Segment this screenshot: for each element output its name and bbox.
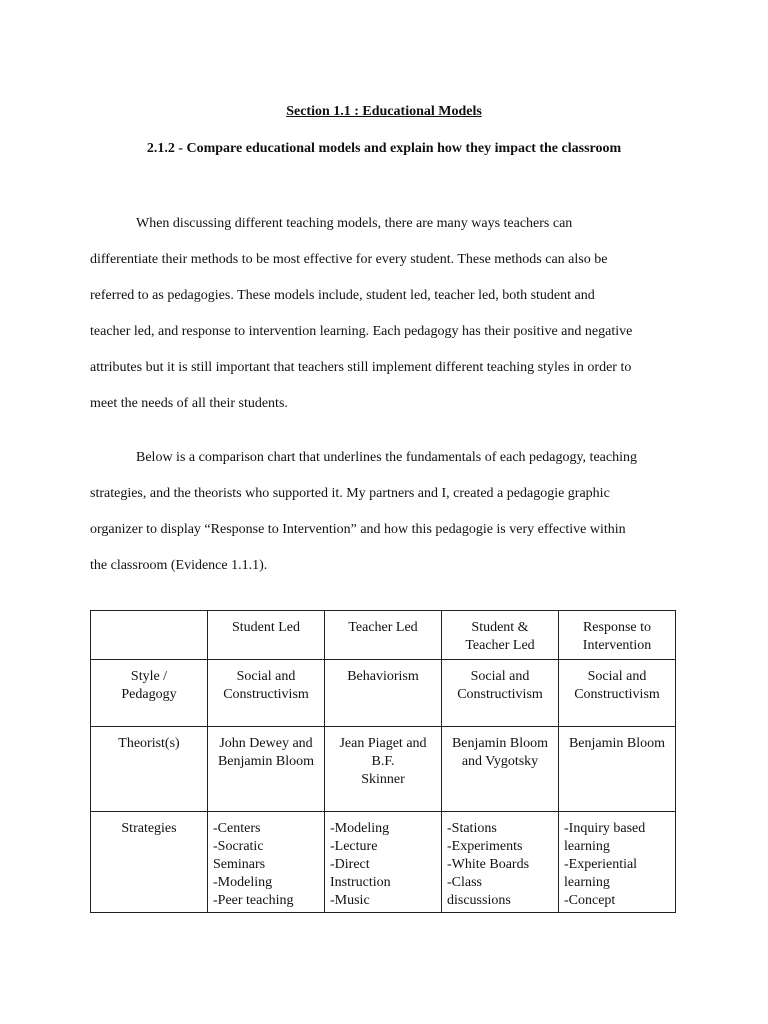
table-cell [208,812,325,913]
cell-text-line: Social and [236,669,296,684]
cell-text-line: Constructivism [574,687,660,702]
table-row [91,660,676,727]
subsection-title: 2.1.2 - Compare educational models and explain how they impact the classroom [146,141,622,156]
paragraph-line: strategies, and the theorists who supported it. My partners and I, created a pedagogie graphic [90,486,610,501]
section-title: Section 1.1 : Educational Models [286,104,482,119]
cell-text-line: Teacher Led [348,620,418,635]
cell-text-line: Benjamin Bloom [451,736,549,751]
cell-text-line: Instruction [330,875,391,890]
cell-text-line: learning [564,839,610,854]
table-header-cell [559,611,676,660]
paragraph-line: When discussing different teaching models, there are many ways teachers can [136,216,573,231]
cell-text-line: -Direct [330,857,370,872]
table-cell [559,660,676,727]
cell-text-line: -Stations [447,821,497,836]
table-cell [91,611,208,660]
cell-text-line: -Centers [213,821,261,836]
table-row [91,812,676,913]
table-cell [559,812,676,913]
table-header-row [91,611,676,660]
cell-text-line: discussions [447,893,511,908]
cell-text-line: Behaviorism [347,669,419,684]
paragraph-line: Below is a comparison chart that underlines the fundamentals of each pedagogy, teaching [136,450,637,465]
table-cell [208,727,325,812]
table-cell [208,660,325,727]
cell-text-line: Social and [470,669,530,684]
cell-text-line: Pedagogy [121,687,177,702]
table-cell [325,660,442,727]
paragraph-line: meet the needs of all their students. [90,396,288,411]
table-header-cell [442,611,559,660]
cell-text-line: and Vygotsky [461,754,539,769]
cell-text-line: -Class [447,875,482,890]
cell-text-line: Teacher Led [465,638,535,653]
table-cell [442,812,559,913]
cell-text-line: -Modeling [213,875,273,890]
paragraph-line: organizer to display “Response to Intervention” and how this pedagogie is very effective within [90,522,626,537]
cell-text-line: -Peer teaching [213,893,294,908]
cell-text-line: John Dewey and [219,736,313,751]
cell-text-line: learning [564,875,610,890]
cell-text-line: Response to [582,620,652,635]
table-header-cell [325,611,442,660]
table-cell [559,727,676,812]
table-cell [325,727,442,812]
cell-text-line: -Experiments [447,839,523,854]
cell-text-line: Constructivism [457,687,543,702]
paragraph-line: teacher led, and response to intervention learning. Each pedagogy has their positive and negative [90,324,633,339]
cell-text-line: -Modeling [330,821,390,836]
paragraph-line: referred to as pedagogies. These models include, student led, teacher led, both student and [90,288,595,303]
pedagogy-comparison-table [90,610,676,913]
chart-intro-paragraph [90,440,686,584]
cell-text-line: Skinner [361,772,405,787]
intro-paragraph [90,206,686,422]
cell-text-line: Constructivism [223,687,309,702]
cell-text-line: -Concept [564,893,616,908]
cell-text-line: Student Led [231,620,301,635]
cell-text-line: Strategies [121,821,177,836]
paragraph-line: the classroom (Evidence 1.1.1). [90,558,268,573]
cell-text-line: Social and [587,669,647,684]
cell-text-line: Style / [130,669,168,684]
cell-text-line: -Socratic [213,839,264,854]
table-cell [442,727,559,812]
row-label-cell [91,727,208,812]
cell-text-line: -Inquiry based [564,821,646,836]
cell-text-line: -Lecture [330,839,378,854]
cell-text-line: -Music [330,893,370,908]
row-label-cell [91,660,208,727]
cell-text-line: -Experiential [564,857,638,872]
table-cell [325,812,442,913]
cell-text-line: Benjamin Bloom [217,754,315,769]
cell-text-line: Student & [471,620,529,635]
cell-text-line: Intervention [582,638,652,653]
paragraph-line: differentiate their methods to be most effective for every student. These methods can also be [90,252,608,267]
row-label-cell [91,812,208,913]
paragraph-line: attributes but it is still important that teachers still implement different teaching styles in order to [90,360,632,375]
table-cell [442,660,559,727]
cell-text-line: Jean Piaget and [339,736,427,751]
table-row [91,727,676,812]
table-header-cell [208,611,325,660]
cell-text-line: Theorist(s) [118,736,180,751]
cell-text-line: -White Boards [447,857,530,872]
cell-text-line: B.F. [371,754,395,769]
cell-text-line: Seminars [213,857,266,872]
cell-text-line: Benjamin Bloom [568,736,666,751]
